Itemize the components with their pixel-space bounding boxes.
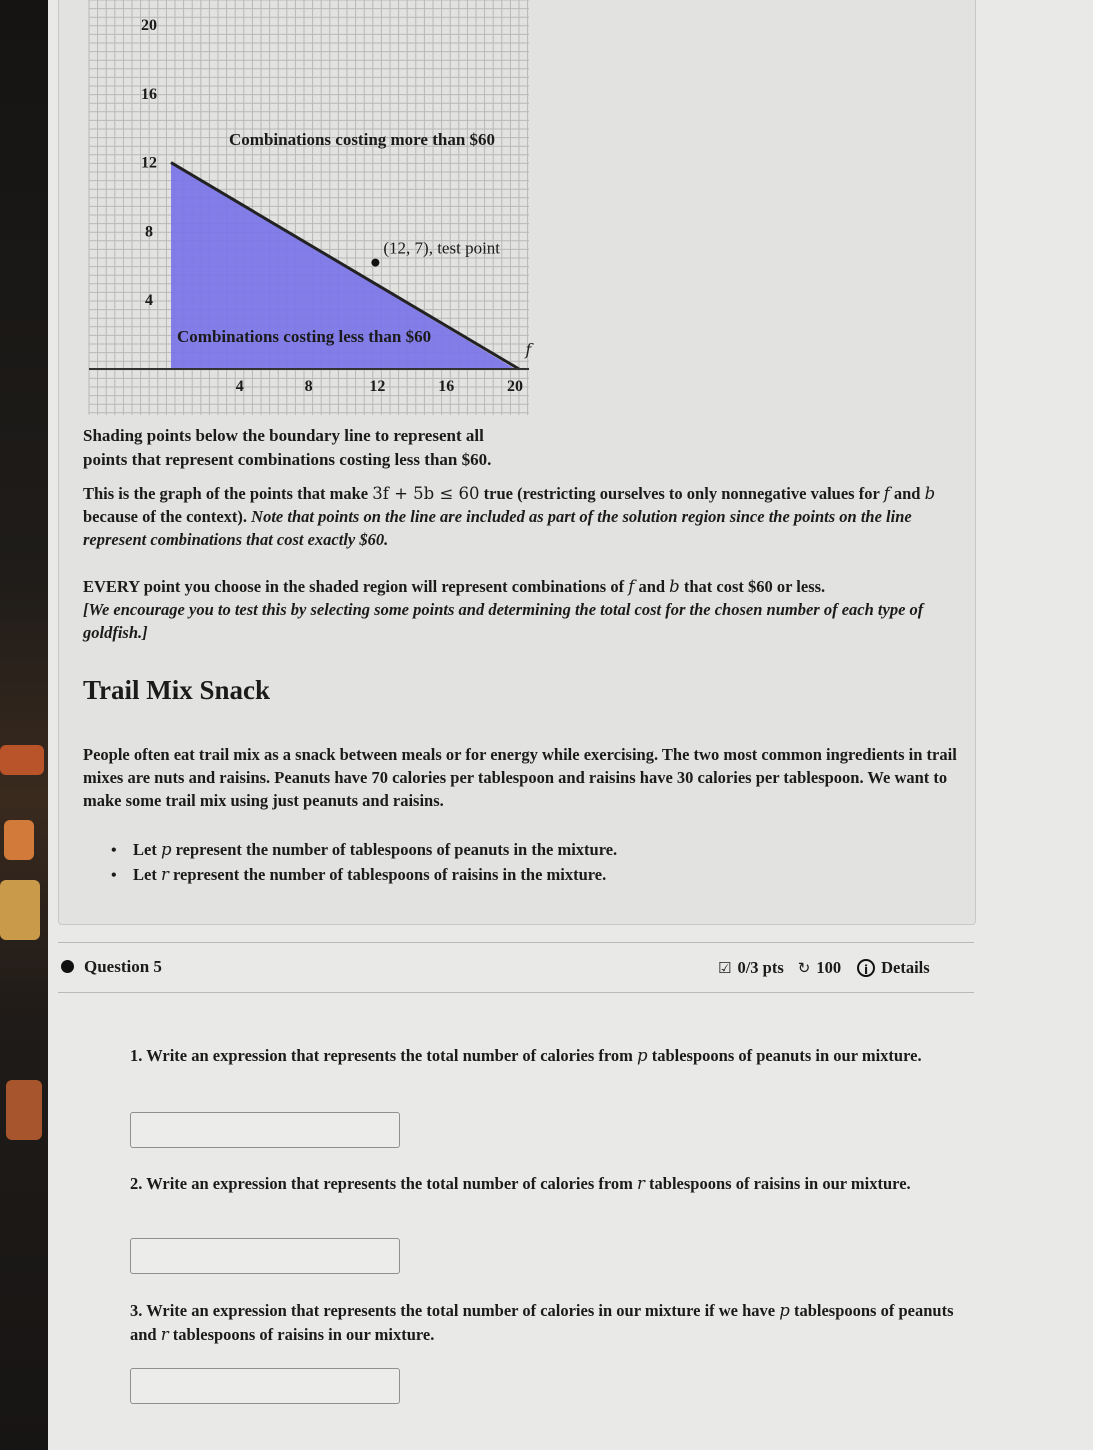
answer-input-3[interactable]	[130, 1368, 400, 1404]
question-part-3	[130, 1299, 960, 1347]
text-span: Let	[133, 840, 161, 859]
definition-r	[111, 863, 617, 888]
text-span: tablespoons of raisins in our mixture.	[168, 1325, 435, 1344]
y-tick-label: 8	[145, 223, 153, 241]
y-tick-label: 12	[141, 154, 157, 172]
note-italic: Note that points on the line are included as part of the solution region since the points on the line represent combinations that cost exactly $60.	[83, 507, 912, 549]
x-tick-label: 20	[507, 378, 523, 395]
x-axis-variable: f	[525, 340, 532, 359]
variable-p: p	[779, 1301, 790, 1320]
text-span: EVERY point you choose in the shaded region will represent combinations of	[83, 577, 629, 596]
retry-icon: ↻	[797, 959, 811, 977]
section-title: Trail Mix Snack	[83, 675, 271, 705]
inequality-graph	[79, 0, 532, 430]
text-span: 1. Write an expression that represents the total number of calories from	[130, 1046, 638, 1065]
content-card	[58, 0, 976, 925]
text-span: tablespoons of peanuts and	[130, 1301, 954, 1344]
background-strip	[0, 0, 48, 1450]
text-span: 2. Write an expression that represents the total number of calories from	[130, 1174, 638, 1193]
y-tick-label: 20	[141, 17, 157, 34]
points-label: 0/3 pts	[737, 958, 784, 977]
x-tick-label: 16	[438, 378, 455, 395]
text-span: that cost $60 or less.	[679, 577, 826, 596]
definition-p	[111, 838, 617, 863]
divider	[58, 942, 974, 943]
page	[48, 0, 1093, 1450]
question-part-1	[130, 1044, 960, 1068]
y-tick-label: 4	[145, 292, 153, 310]
y-tick-label: 16	[141, 85, 157, 103]
background-decor	[4, 820, 34, 860]
x-tick-label: 12	[369, 378, 386, 395]
variable-f: f	[628, 577, 635, 596]
text-span: true (restricting ourselves to only nonnegative values for	[479, 484, 884, 503]
background-decor	[6, 1080, 42, 1140]
test-point-label: (12, 7), test point	[383, 238, 501, 258]
text-span: represent the number of tablespoons of raisins in the mixture.	[168, 865, 607, 884]
caption-line-1: Shading points below the boundary line to represent all	[83, 426, 484, 445]
attempts-label: 100	[816, 958, 842, 977]
explanation-paragraph-1	[83, 482, 968, 551]
question-status-dot	[61, 960, 74, 973]
answer-input-2[interactable]	[130, 1238, 400, 1274]
variable-r: r	[160, 865, 169, 884]
variable-f: f	[883, 484, 890, 503]
variable-r: r	[160, 1325, 169, 1344]
variable-b: b	[669, 577, 680, 596]
answer-input-1[interactable]	[130, 1112, 400, 1148]
variable-definitions	[111, 838, 617, 888]
question-meta	[718, 958, 930, 978]
trail-intro-paragraph: People often eat trail mix as a snack between meals or for energy while exercising. The two most common ingredients in trail mixes are nuts and raisins. Peanuts have 70 calories per tablespoon and raisins have 30 calories per tablespoon. We want to make some trail mix using just peanuts and raisins.	[83, 745, 957, 810]
text-span: and	[889, 484, 925, 503]
inequality: 3f + 5b ≤ 60	[372, 484, 480, 503]
text-span: represent the number of tablespoons of peanuts in the mixture.	[171, 840, 618, 859]
text-span: 3. Write an expression that represents the total number of calories in our mixture if we have	[130, 1301, 780, 1320]
background-decor	[0, 745, 44, 775]
test-point-marker	[371, 259, 379, 267]
label-less-than-60: Combinations costing less than $60	[177, 327, 432, 346]
text-span: This is the graph of the points that make	[83, 484, 373, 503]
variable-r: r	[637, 1174, 645, 1193]
info-icon[interactable]: i	[857, 959, 875, 977]
label-more-than-60: Combinations costing more than $60	[229, 130, 496, 149]
caption-line-2: points that represent combinations costing less than $60.	[83, 450, 492, 469]
question-title: Question 5	[84, 957, 162, 976]
text-span: tablespoons of peanuts in our mixture.	[647, 1046, 922, 1065]
details-link[interactable]: Details	[881, 958, 930, 977]
variable-p: p	[637, 1046, 648, 1065]
text-span: tablespoons of raisins in our mixture.	[644, 1174, 911, 1193]
text-span: because of the context).	[83, 507, 252, 526]
variable-p: p	[160, 840, 172, 859]
explanation-paragraph-2	[83, 575, 968, 644]
divider	[58, 992, 974, 993]
question-part-2	[130, 1172, 960, 1196]
variable-b: b	[924, 484, 936, 503]
encourage-italic: [We encourage you to test this by selecting some points and determining the total cost for the chosen number of each type of goldfish.]	[83, 600, 924, 642]
x-tick-label: 4	[235, 378, 244, 395]
background-decor	[0, 880, 40, 940]
x-tick-label: 8	[304, 378, 313, 395]
text-span: Let	[133, 865, 161, 884]
graph-caption	[83, 424, 643, 472]
checkbox-icon: ☑	[718, 959, 732, 977]
text-span: and	[634, 577, 670, 596]
